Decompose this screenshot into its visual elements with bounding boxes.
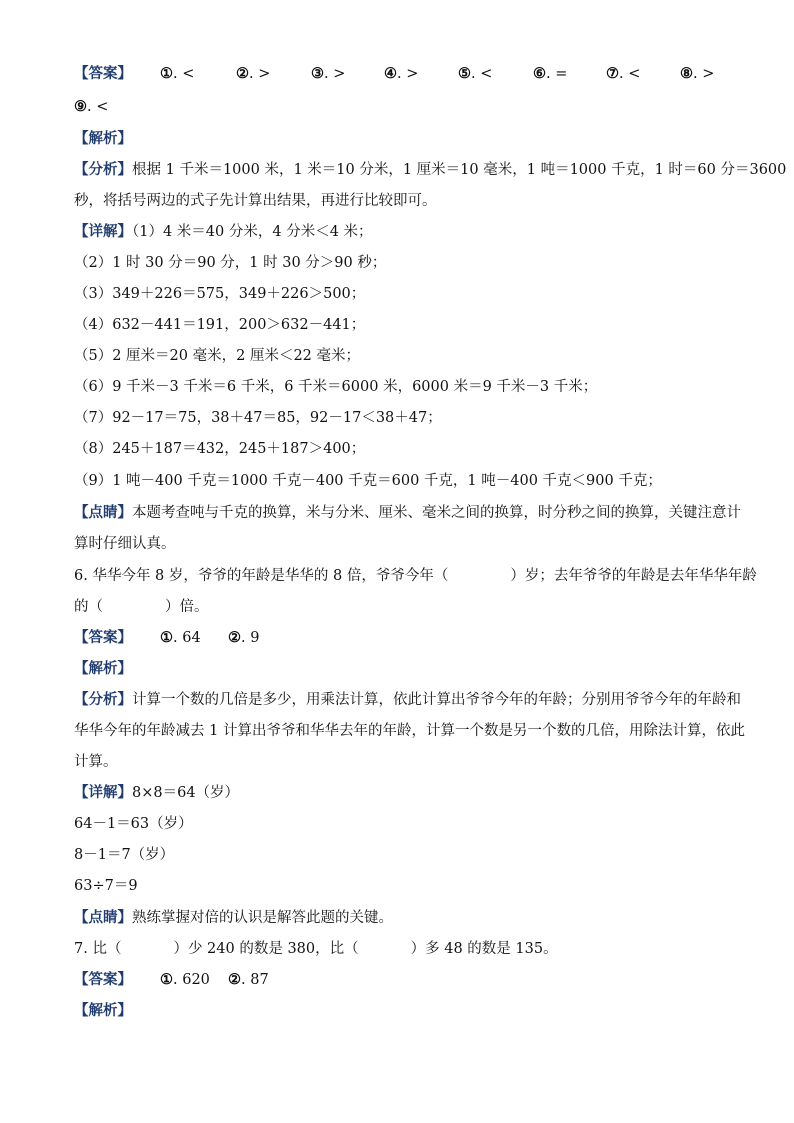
q5-answer-row [74, 64, 132, 84]
xiangjie-label: 【详解】 [74, 223, 132, 240]
dianjing-label: 【点睛】 [74, 909, 132, 926]
q5-dianjing-line-2: 算时仔细认真。 [74, 536, 176, 552]
q6-xiangjie-line-1: 【详解】8×8＝64（岁） [74, 784, 240, 801]
fenxi-label: 【分析】 [74, 691, 132, 708]
q6-question-line-1: 6. 华华今年 8 岁，爷爷的年龄是华华的 8 倍，爷爷今年（ ）岁；去年爷爷的年龄是去年华华年龄 [74, 568, 757, 584]
q5-answer-1: ①. < [160, 65, 195, 82]
q5-fenxi-line-1: 【分析】根据 1 千米＝1000 米，1 米＝10 分米，1 厘米＝10 毫米，1 吨＝1000 千克，1 时＝60 分＝3600 [74, 161, 787, 178]
q5-answer-3: ③. > [311, 65, 346, 82]
q6-fenxi-line-2: 华华今年的年龄减去 1 计算出爷爷和华华去年的年龄，计算一个数是另一个数的几倍，用除法计算，依此 [74, 723, 745, 739]
q5-fenxi-line-2: 秒，将括号两边的式子先计算出结果，再进行比较即可。 [74, 193, 437, 209]
q6-step-3: 8－1＝7（岁） [74, 847, 175, 863]
answer-label: 【答案】 [74, 65, 132, 82]
q6-answer-row [74, 628, 132, 648]
q5-dianjing-line-1: 【点睛】本题考查吨与千克的换算，米与分米、厘米、毫米之间的换算，时分秒之间的换算，关键注意计 [74, 504, 741, 521]
q5-answer-8: ⑧. > [680, 65, 715, 82]
q5-answer-5: ⑤. < [458, 65, 493, 82]
q6-step-4: 63÷7＝9 [74, 878, 138, 894]
analysis-label: 【解析】 [74, 130, 132, 147]
q7-answer-1: ①. 620 [160, 971, 210, 988]
q6-question-line-2: 的（ ）倍。 [74, 599, 209, 615]
q7-question: 7. 比（ ）少 240 的数是 380，比（ ）多 48 的数是 135。 [74, 941, 558, 957]
xiangjie-label: 【详解】 [74, 784, 132, 801]
answer-label: 【答案】 [74, 629, 132, 646]
q6-answer-1: ①. 64 [160, 629, 201, 646]
q5-step-9: （9）1 吨－400 千克＝1000 千克－400 千克＝600 千克，1 吨－400 千克＜900 千克； [74, 473, 662, 489]
q6-dianjing-line-1: 【点睛】熟练掌握对倍的认识是解答此题的关键。 [74, 909, 393, 926]
q5-answer-9: ⑨. < [74, 98, 109, 115]
q5-step-2: （2）1 时 30 分＝90 分，1 时 30 分＞90 秒； [74, 255, 387, 271]
q5-answer-7: ⑦. < [606, 65, 641, 82]
q5-step-7: （7）92－17＝75，38＋47＝85，92－17＜38＋47； [74, 410, 442, 426]
fenxi-label: 【分析】 [74, 161, 132, 178]
q5-step-3: （3）349＋226＝575，349＋226＞500； [74, 286, 366, 302]
q6-answer-2: ②. 9 [228, 629, 260, 646]
q6-step-2: 64－1＝63（岁） [74, 816, 193, 832]
analysis-label: 【解析】 [74, 1002, 132, 1019]
dianjing-label: 【点睛】 [74, 504, 132, 521]
q5-answer-2: ②. > [236, 65, 271, 82]
q5-answer-6: ⑥. = [533, 65, 568, 82]
q5-answer-4: ④. > [384, 65, 419, 82]
q6-fenxi-line-3: 计算。 [74, 754, 118, 770]
analysis-label: 【解析】 [74, 660, 132, 677]
q6-fenxi-line-1: 【分析】计算一个数的几倍是多少，用乘法计算，依此计算出爷爷今年的年龄；分别用爷爷今年的年龄和 [74, 691, 741, 708]
answer-label: 【答案】 [74, 971, 132, 988]
q7-answer-2: ②. 87 [228, 971, 269, 988]
q5-step-4: （4）632－441＝191，200＞632－441； [74, 317, 366, 333]
q7-answer-row [74, 970, 132, 990]
q5-step-8: （8）245＋187＝432，245＋187＞400； [74, 441, 366, 457]
q5-step-6: （6）9 千米－3 千米＝6 千米，6 千米＝6000 米，6000 米＝9 千米－3 千米； [74, 379, 598, 395]
q5-xiangjie-line-1: 【详解】（1）4 米＝40 分米，4 分米＜4 米； [74, 223, 373, 240]
q5-step-5: （5）2 厘米＝20 毫米，2 厘米＜22 毫米； [74, 348, 361, 364]
